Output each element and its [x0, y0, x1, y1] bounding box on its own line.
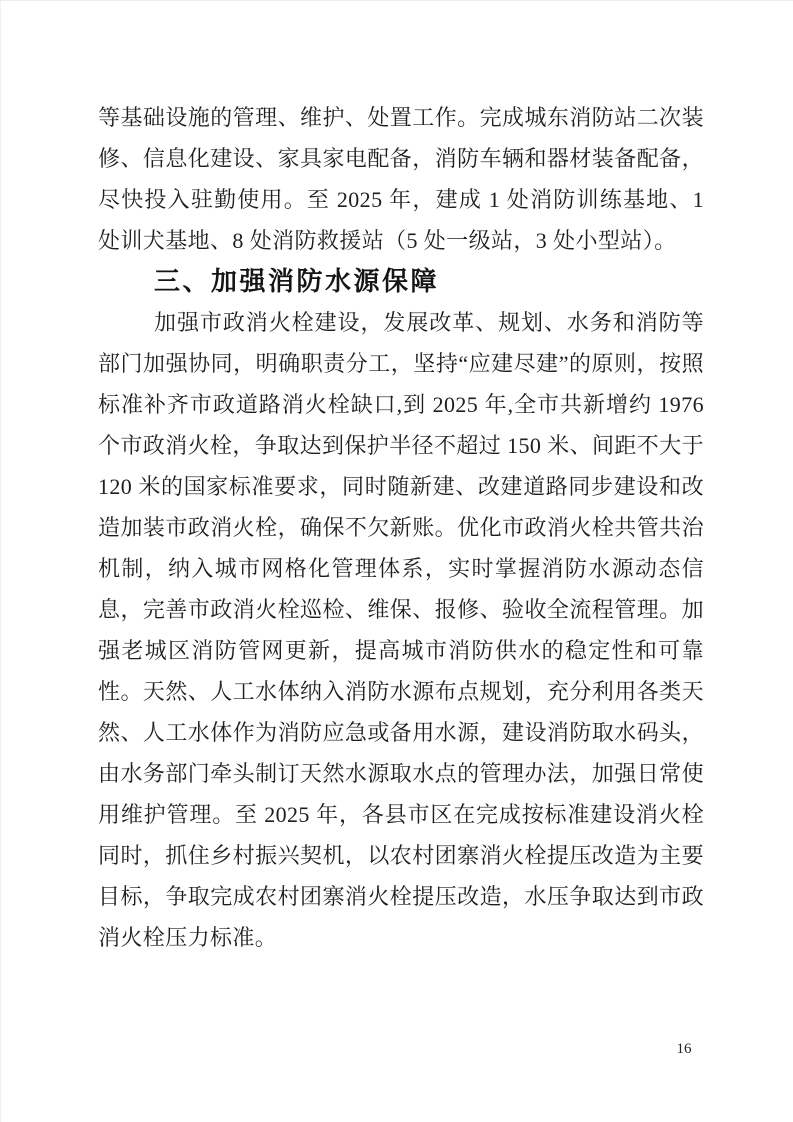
section-body-paragraph: 加强市政消火栓建设，发展改革、规划、水务和消防等部门加强协同，明确职责分工，坚持“应建尽建”的原则，按照标准补齐市政道路消火栓缺口,到 2025 年,全市共新增约 1976 个市政消火栓，争取达到保护半径不超过 150 米、间距不大于 120 米的国家标准要求，同时随新建、改建道路同步建设和改造加装市政消火栓，确保不欠新账。优化市政消火栓共管共治机制，纳入城市网格化管理体系，实时掌握消防水源动态信息，完善市政消火栓巡检、维保、报修、验收全流程管理。加强老城区消防管网更新，提高城市消防供水的稳定性和可靠性。天然、人工水体纳入消防水源布点规划，充分利用各类天然、人工水体作为消防应急或备用水源，建设消防取水码头，由水务部门牵头制订天然水源取水点的管理办法，加强日常使用维护管理。至 2025 年，各县市区在完成按标准建设消火栓同时，抓住乡村振兴契机，以农村团寨消火栓提压改造为主要目标，争取完成农村团寨消火栓提压改造，水压争取达到市政消火栓压力标准。 — [98, 310, 705, 950]
page-number: 16 — [676, 1041, 692, 1057]
document-body — [98, 97, 704, 958]
section-heading: 三、加强消防水源保障 — [154, 266, 440, 296]
continuation-paragraph: 等基础设施的管理、维护、处置工作。完成城东消防站二次装修、信息化建设、家具家电配备，消防车辆和器材装备配备，尽快投入驻勤使用。至 2025 年，建成 1 处消防训练基地、1 处训犬基地、8 处消防救援站（5 处一级站，3 处小型站）。 — [98, 105, 704, 253]
